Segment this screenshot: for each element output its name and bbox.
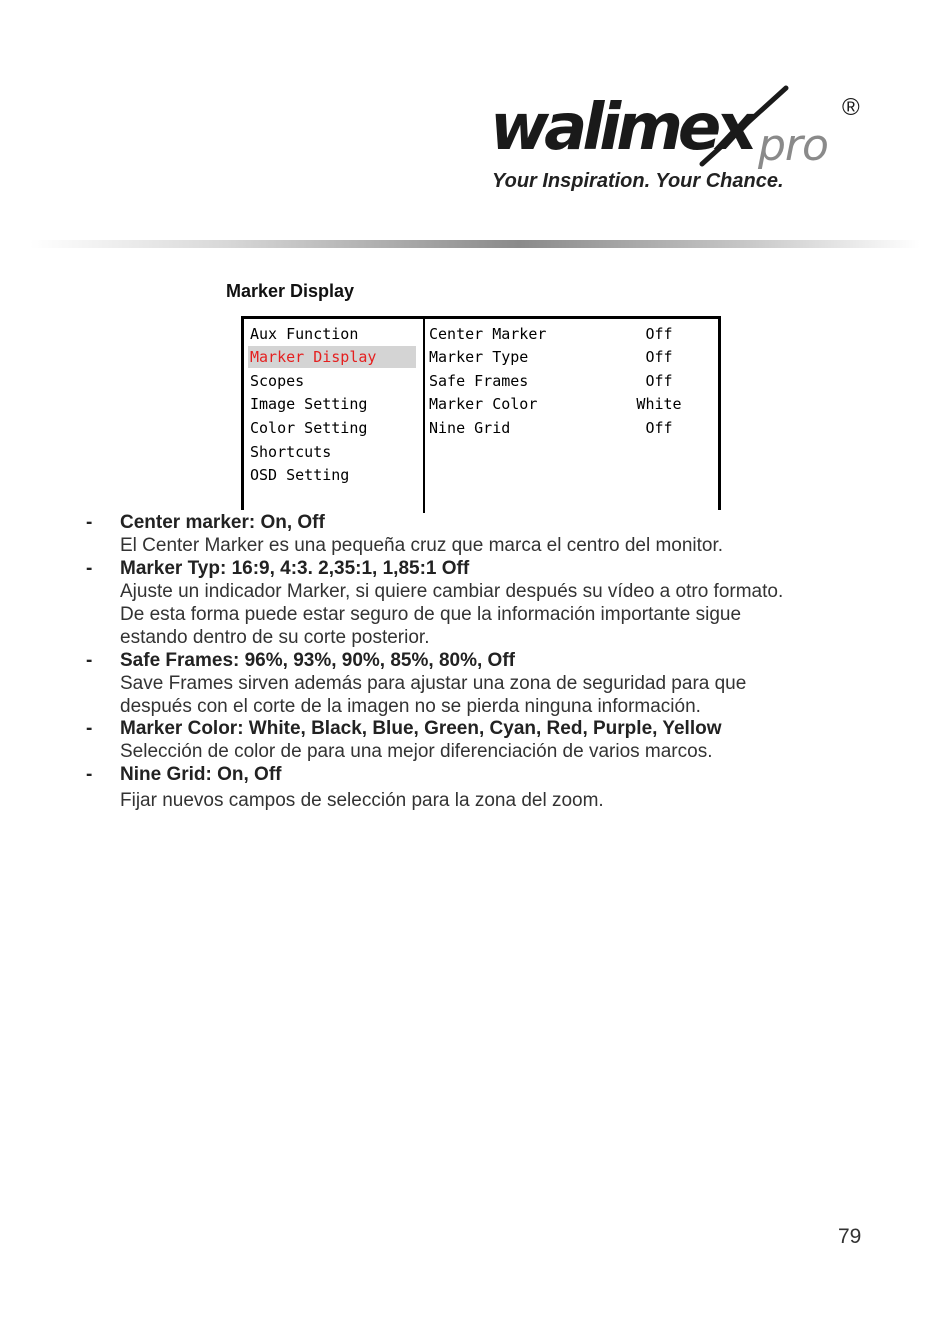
bullet-dash: - <box>86 650 93 671</box>
option-nine-grid-label: Nine Grid <box>429 419 511 437</box>
option-marker-color-label: Marker Color <box>429 395 538 413</box>
logo-registered-mark: ® <box>842 94 860 121</box>
option-center-marker-value: Off <box>645 325 673 343</box>
option-marker-color-value: White <box>636 395 682 413</box>
menu-item-color-setting: Color Setting <box>250 419 368 437</box>
bullet-text-line: Save Frames sirven además para ajustar una zona de seguridad para que <box>120 673 747 694</box>
bullet-dash: - <box>86 718 93 739</box>
bullet-title-marker-color: Marker Color: White, Black, Blue, Green, Cyan, Red, Purple, Yellow <box>120 718 722 739</box>
menu-item-aux-function: Aux Function <box>250 325 359 343</box>
bullet-title-nine-grid: Nine Grid: On, Off <box>120 764 282 785</box>
option-nine-grid-value: Off <box>645 419 673 437</box>
option-marker-type-value: Off <box>645 348 673 366</box>
bullet-dash: - <box>86 512 93 533</box>
bullet-dash: - <box>86 558 93 579</box>
bullet-dash: - <box>86 764 93 785</box>
bullet-title-marker-typ: Marker Typ: 16:9, 4:3. 2,35:1, 1,85:1 Off <box>120 558 470 579</box>
menu-item-osd-setting: OSD Setting <box>250 466 350 484</box>
section-title: Marker Display <box>226 281 355 301</box>
bullet-text-line: estando dentro de su corte posterior. <box>120 627 430 648</box>
option-center-marker-label: Center Marker <box>429 325 547 343</box>
page-number: 79 <box>838 1225 862 1248</box>
tagline: Your Inspiration. Your Chance. <box>492 170 784 192</box>
menu-item-image-setting: Image Setting <box>250 395 368 413</box>
bullet-text-line: De esta forma puede estar seguro de que la información importante sigue <box>120 604 742 625</box>
bullet-text-line: El Center Marker es una pequeña cruz que marca el centro del monitor. <box>120 535 724 556</box>
bullet-text-line: Selección de color de para una mejor diferenciación de varios marcos. <box>120 741 713 762</box>
option-safe-frames-label: Safe Frames <box>429 372 529 390</box>
bullet-title-center-marker: Center marker: On, Off <box>120 512 325 533</box>
bullet-text-line: Fijar nuevos campos de selección para la zona del zoom. <box>120 790 604 811</box>
menu-item-scopes: Scopes <box>250 372 305 390</box>
osd-menu-screenshot <box>241 316 721 510</box>
bullet-text-line: después con el corte de la imagen no se pierda ninguna información. <box>120 696 701 717</box>
menu-column-divider <box>423 319 425 513</box>
bullet-title-safe-frames: Safe Frames: 96%, 93%, 90%, 85%, 80%, Off <box>120 650 515 671</box>
logo-pro: pro <box>758 120 828 171</box>
option-marker-type-label: Marker Type <box>429 348 529 366</box>
header-divider <box>30 240 920 248</box>
menu-item-marker-display: Marker Display <box>248 346 416 368</box>
bullet-text-line: Ajuste un indicador Marker, si quiere cambiar después su vídeo a otro formato. <box>120 581 784 602</box>
menu-item-shortcuts: Shortcuts <box>250 443 332 461</box>
logo-wordmark: walimex <box>490 91 753 165</box>
option-safe-frames-value: Off <box>645 372 673 390</box>
